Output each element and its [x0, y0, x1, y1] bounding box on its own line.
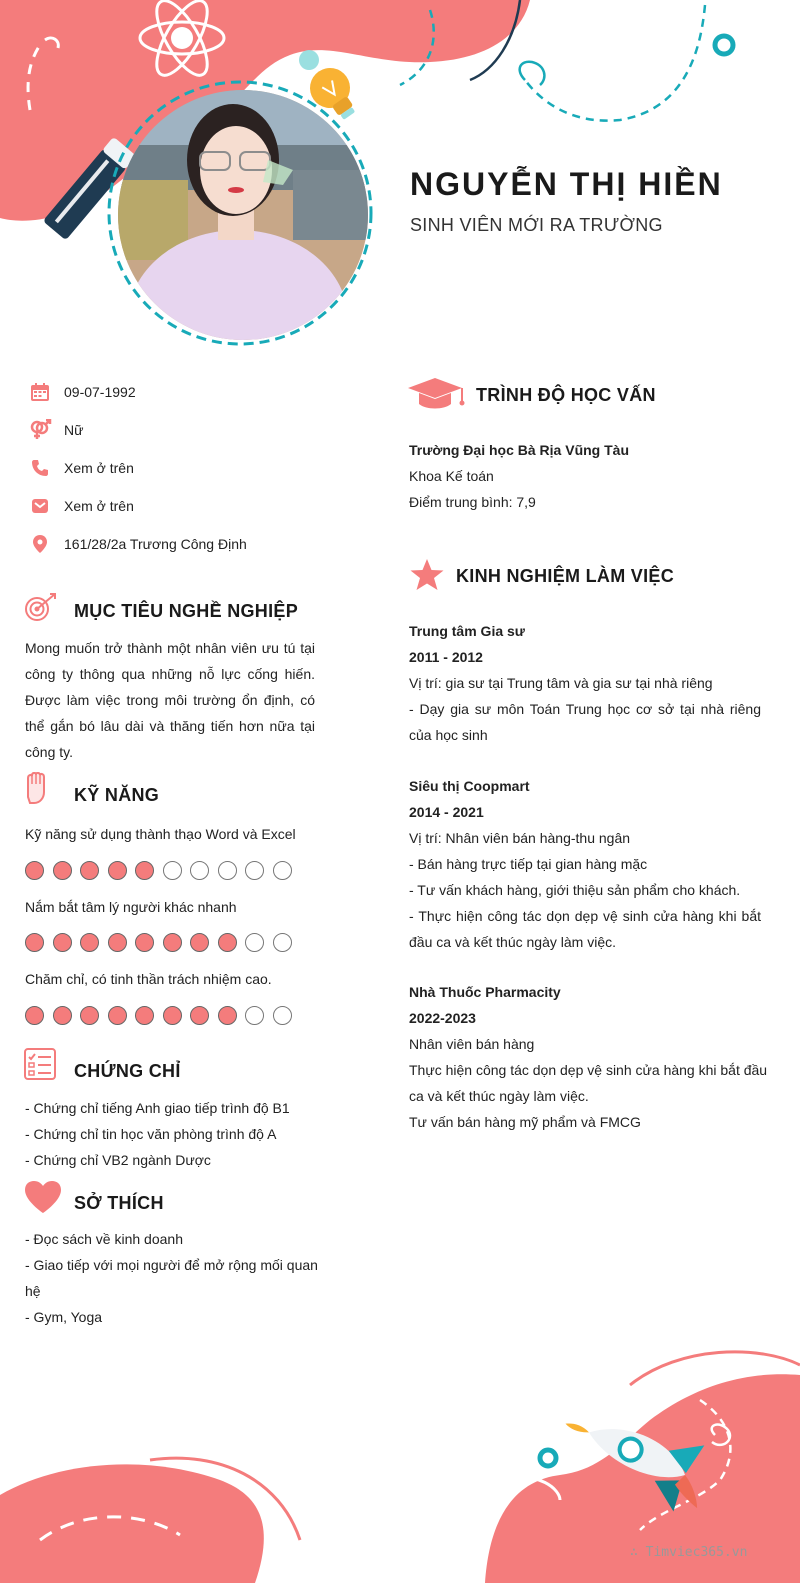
mail-icon	[28, 494, 52, 518]
skill-dot-filled	[53, 933, 72, 952]
skills-title: KỸ NĂNG	[74, 785, 160, 805]
skill-dot-filled	[108, 933, 127, 952]
job-line: - Bán hàng trực tiếp tại gian hàng mặc	[409, 856, 648, 872]
gpa: Điểm trung bình: 7,9	[409, 494, 536, 510]
skill-dot-filled	[135, 1006, 154, 1025]
skill-dot-filled	[80, 1006, 99, 1025]
candidate-name: NGUYỄN THỊ HIỀN	[410, 166, 723, 202]
experience-title: KINH NGHIỆM LÀM VIỆC	[456, 566, 675, 586]
skill-dot-filled	[190, 1006, 209, 1025]
skill-dot-filled	[53, 861, 72, 880]
skill-dot-filled	[53, 1006, 72, 1025]
skill-dot-empty	[273, 1006, 292, 1025]
checklist-icon	[24, 1048, 56, 1085]
skill-dot-empty	[245, 933, 264, 952]
skill-dot-filled	[135, 933, 154, 952]
job-company: Siêu thị Coopmart	[409, 778, 530, 794]
certificates-list	[25, 1095, 325, 1173]
job-entry	[409, 618, 761, 748]
certificates-title: CHỨNG CHỈ	[74, 1061, 181, 1081]
skill-dot-empty	[218, 861, 237, 880]
phone-icon	[28, 456, 52, 480]
skill-dot-filled	[25, 1006, 44, 1025]
skill-dot-empty	[273, 861, 292, 880]
skill-dot-filled	[135, 861, 154, 880]
skill-dot-filled	[218, 1006, 237, 1025]
certificate-item: - Chứng chỉ VB2 ngành Dược	[25, 1152, 211, 1168]
calendar-icon	[28, 380, 52, 404]
hobbies-list	[25, 1226, 325, 1330]
contact-address	[28, 532, 247, 556]
job-line: Vị trí: gia sư tại Trung tâm và gia sư tại nhà riêng	[409, 675, 713, 691]
job-company: Trung tâm Gia sư	[409, 623, 525, 639]
target-icon	[24, 592, 58, 627]
email-value: Xem ở trên	[64, 498, 134, 514]
job-line: Vị trí: Nhân viên bán hàng-thu ngân	[409, 830, 631, 846]
skill-dot-empty	[245, 861, 264, 880]
contact-phone	[28, 456, 134, 480]
skill-dot-filled	[25, 861, 44, 880]
skill-dot-empty	[163, 861, 182, 880]
faculty: Khoa Kế toán	[409, 468, 494, 484]
hobby-item: - Giao tiếp với mọi người để mở rộng mối quan hệ	[25, 1257, 318, 1299]
skill-dot-empty	[273, 933, 292, 952]
heart-icon	[24, 1180, 62, 1219]
job-line: Thực hiện công tác dọn dẹp vệ sinh cửa hàng khi bắt đầu ca và kết thúc ngày làm việc.	[409, 1062, 768, 1104]
skill-dot-filled	[218, 933, 237, 952]
skill-dot-filled	[108, 861, 127, 880]
skill-dot-filled	[190, 933, 209, 952]
job-line: - Dạy gia sư môn Toán Trung học cơ sở tại nhà riêng của học sinh	[409, 701, 761, 743]
job-period: 2014 - 2021	[409, 804, 484, 820]
star-icon	[409, 558, 445, 597]
contact-gender	[28, 418, 83, 442]
job-period: 2022-2023	[409, 1010, 476, 1026]
profile-photo	[118, 90, 368, 340]
candidate-role: SINH VIÊN MỚI RA TRƯỜNG	[410, 215, 663, 235]
job-company: Nhà Thuốc Pharmacity	[409, 984, 561, 1000]
gender-value: Nữ	[64, 422, 84, 438]
hobby-item: - Gym, Yoga	[25, 1309, 103, 1325]
contact-email	[28, 494, 134, 518]
job-period: 2011 - 2012	[409, 649, 483, 665]
skill-label: Chăm chỉ, có tinh thần trách nhiệm cao.	[25, 971, 272, 987]
skill-dot-empty	[245, 1006, 264, 1025]
skill-rating	[25, 933, 300, 952]
skill-label: Kỹ năng sử dụng thành thạo Word và Excel	[25, 826, 296, 842]
job-line: Nhân viên bán hàng	[409, 1036, 535, 1052]
hobbies-title: SỞ THÍCH	[74, 1193, 164, 1213]
job-line: - Thực hiện công tác dọn dẹp vệ sinh cửa hàng khi bắt đầu ca và kết thúc ngày làm việc.	[409, 908, 761, 950]
job-entry	[409, 979, 769, 1135]
education-title: TRÌNH ĐỘ HỌC VẤN	[476, 385, 656, 405]
skill-label: Nắm bắt tâm lý người khác nhanh	[25, 899, 237, 915]
certificate-item: - Chứng chỉ tin học văn phòng trình độ A	[25, 1126, 277, 1142]
graduation-cap-icon	[408, 376, 466, 417]
school-name: Trường Đại học Bà Rịa Vũng Tàu	[409, 442, 630, 458]
skill-dot-filled	[80, 861, 99, 880]
job-line: - Tư vấn khách hàng, giới thiệu sản phẩm cho khách.	[409, 882, 741, 898]
objective-text: Mong muốn trở thành một nhân viên ưu tú tại công ty thông qua những nỗ lực cống hiến. Được làm việc trong môi trường ổn định, có thể gắn bó lâu dài và thăng tiến hơn nữa tại công ty.	[25, 640, 315, 760]
hobby-item: - Đọc sách về kinh doanh	[25, 1231, 183, 1247]
fist-icon	[24, 772, 48, 809]
gender-icon	[28, 418, 52, 442]
objective-title: MỤC TIÊU NGHỀ NGHIỆP	[74, 601, 299, 621]
education-details	[409, 437, 769, 515]
skill-rating	[25, 1006, 300, 1025]
skill-dot-empty	[190, 861, 209, 880]
watermark: ∴ Timviec365.vn	[630, 1545, 748, 1560]
skill-rating	[25, 861, 300, 880]
dob-value: 09-07-1992	[64, 384, 136, 400]
address-value: 161/28/2a Trương Công Định	[64, 536, 247, 552]
location-pin-icon	[28, 532, 52, 556]
skill-dot-filled	[80, 933, 99, 952]
skill-dot-filled	[163, 933, 182, 952]
skill-dot-filled	[108, 1006, 127, 1025]
phone-value: Xem ở trên	[64, 460, 134, 476]
skill-dot-filled	[163, 1006, 182, 1025]
certificate-item: - Chứng chỉ tiếng Anh giao tiếp trình độ B1	[25, 1100, 290, 1116]
contact-dob	[28, 380, 136, 404]
job-entry	[409, 773, 761, 955]
job-line: Tư vấn bán hàng mỹ phẩm và FMCG	[409, 1114, 641, 1130]
skill-dot-filled	[25, 933, 44, 952]
